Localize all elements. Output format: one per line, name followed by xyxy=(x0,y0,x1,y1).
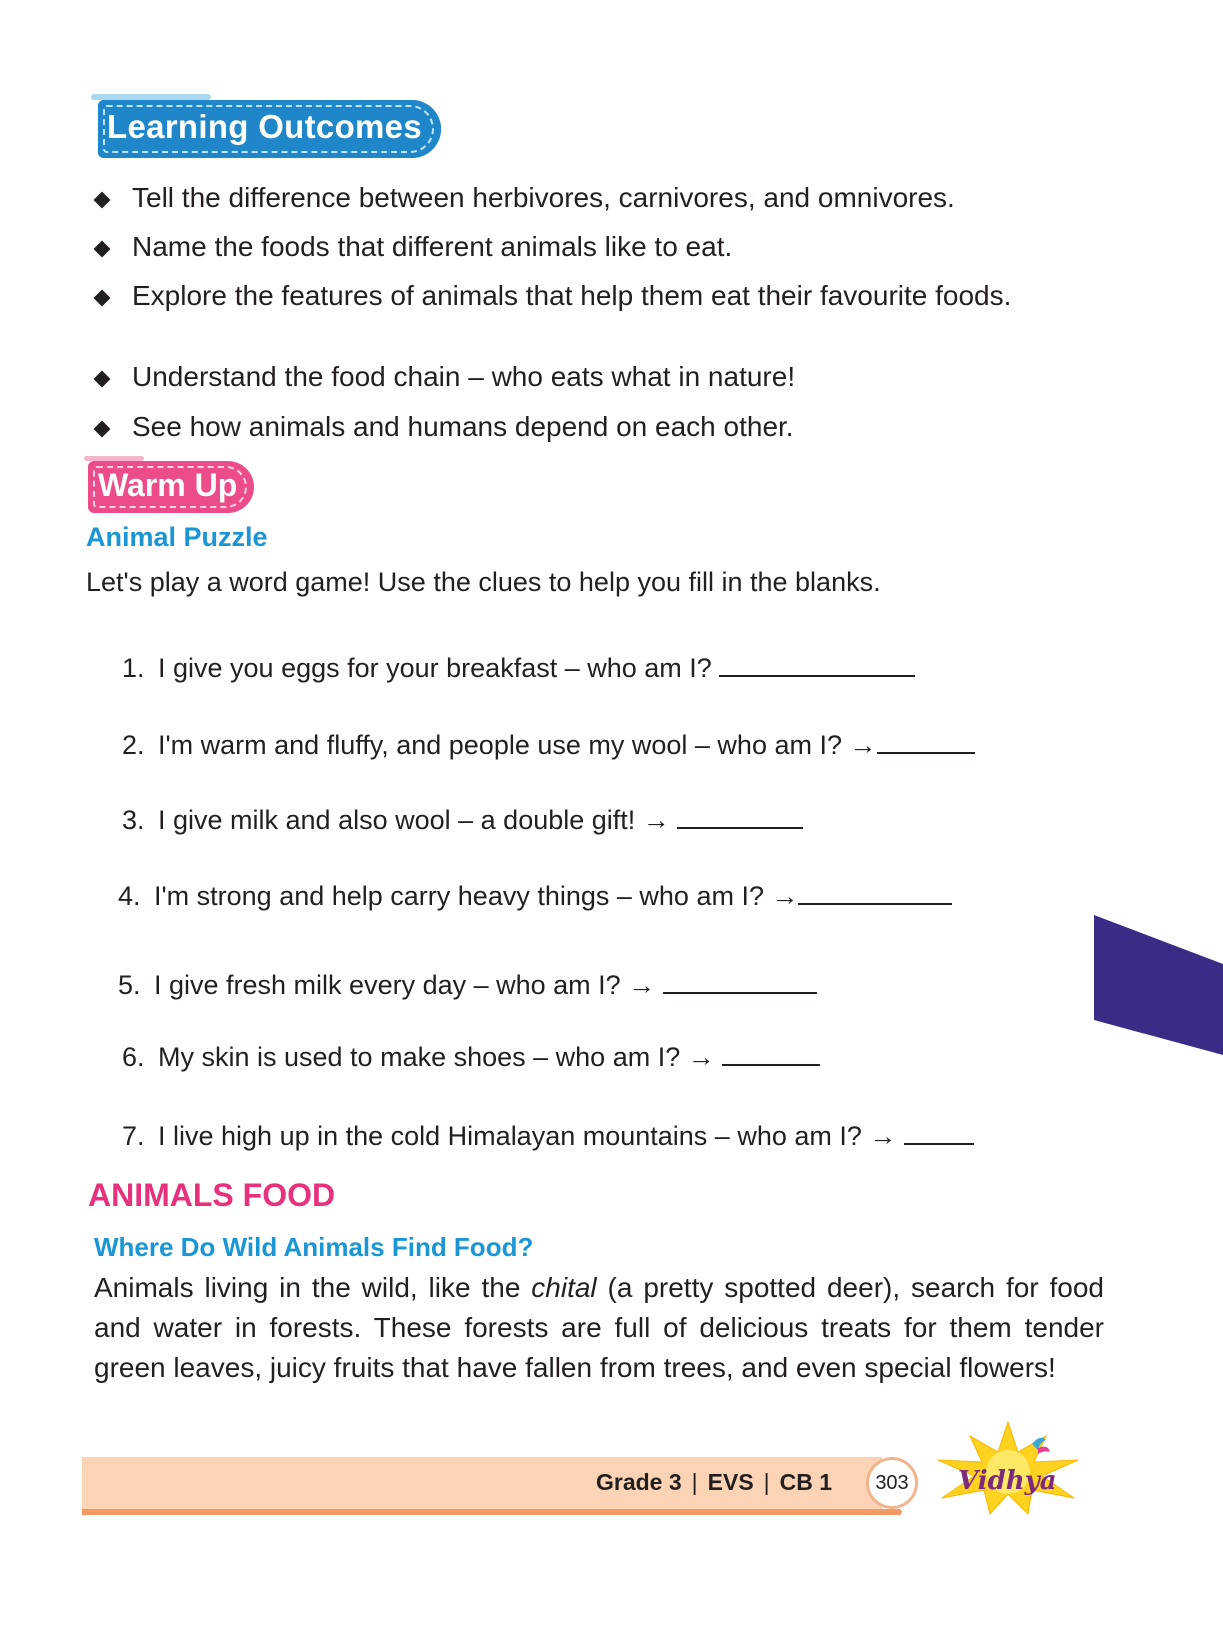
animal-puzzle-heading: Animal Puzzle xyxy=(86,522,268,552)
bullet-diamond-icon xyxy=(94,421,111,438)
chapter-side-tab xyxy=(1094,915,1223,1055)
bullet-diamond-icon xyxy=(94,192,111,209)
puzzle-question: 4. I'm strong and help carry heavy things – who am I? → xyxy=(118,878,952,914)
answer-blank[interactable] xyxy=(719,653,915,677)
warm-up-title: Warm Up xyxy=(98,467,238,503)
answer-blank[interactable] xyxy=(904,1121,974,1145)
bullet-diamond-icon xyxy=(94,371,111,388)
puzzle-question: 6. My skin is used to make shoes – who am I? → xyxy=(122,1039,820,1075)
answer-blank[interactable] xyxy=(877,730,975,754)
puzzle-question: 3. I give milk and also wool – a double gift! → xyxy=(122,802,803,838)
puzzle-question: 5. I give fresh milk every day – who am I? → xyxy=(118,967,817,1003)
answer-blank[interactable] xyxy=(722,1042,820,1066)
learning-outcomes-title: Learning Outcomes xyxy=(107,108,422,145)
learning-outcomes-badge xyxy=(98,100,441,158)
page-number: 303 xyxy=(866,1457,918,1509)
footer-label: Grade 3 | EVS | CB 1 xyxy=(596,1469,833,1495)
section-title: ANIMALS FOOD xyxy=(88,1177,336,1213)
answer-blank[interactable] xyxy=(677,805,803,829)
section-subheading: Where Do Wild Animals Find Food? xyxy=(94,1232,534,1262)
warm-up-badge xyxy=(88,461,254,513)
bullet-diamond-icon xyxy=(94,290,111,307)
puzzle-question: 2. I'm warm and fluffy, and people use my wool – who am I? → xyxy=(122,727,975,763)
body-paragraph: Animals living in the wild, like the chital (a pretty spotted deer), search for food and water in forests. These forests are full of delicious treats for them tender green leaves, juicy fruits that have fallen from trees, and even special flowers! xyxy=(94,1272,1104,1383)
logo-text: Vidhya xyxy=(958,1466,1057,1496)
warm-up-intro: Let's play a word game! Use the clues to help you fill in the blanks. xyxy=(86,567,881,597)
answer-blank[interactable] xyxy=(798,881,952,905)
bullet-diamond-icon xyxy=(94,241,111,258)
puzzle-question: 7. I live high up in the cold Himalayan mountains – who am I? → xyxy=(122,1118,974,1154)
answer-blank[interactable] xyxy=(663,970,817,994)
puzzle-question: 1. I give you eggs for your breakfast – who am I? xyxy=(122,650,915,686)
